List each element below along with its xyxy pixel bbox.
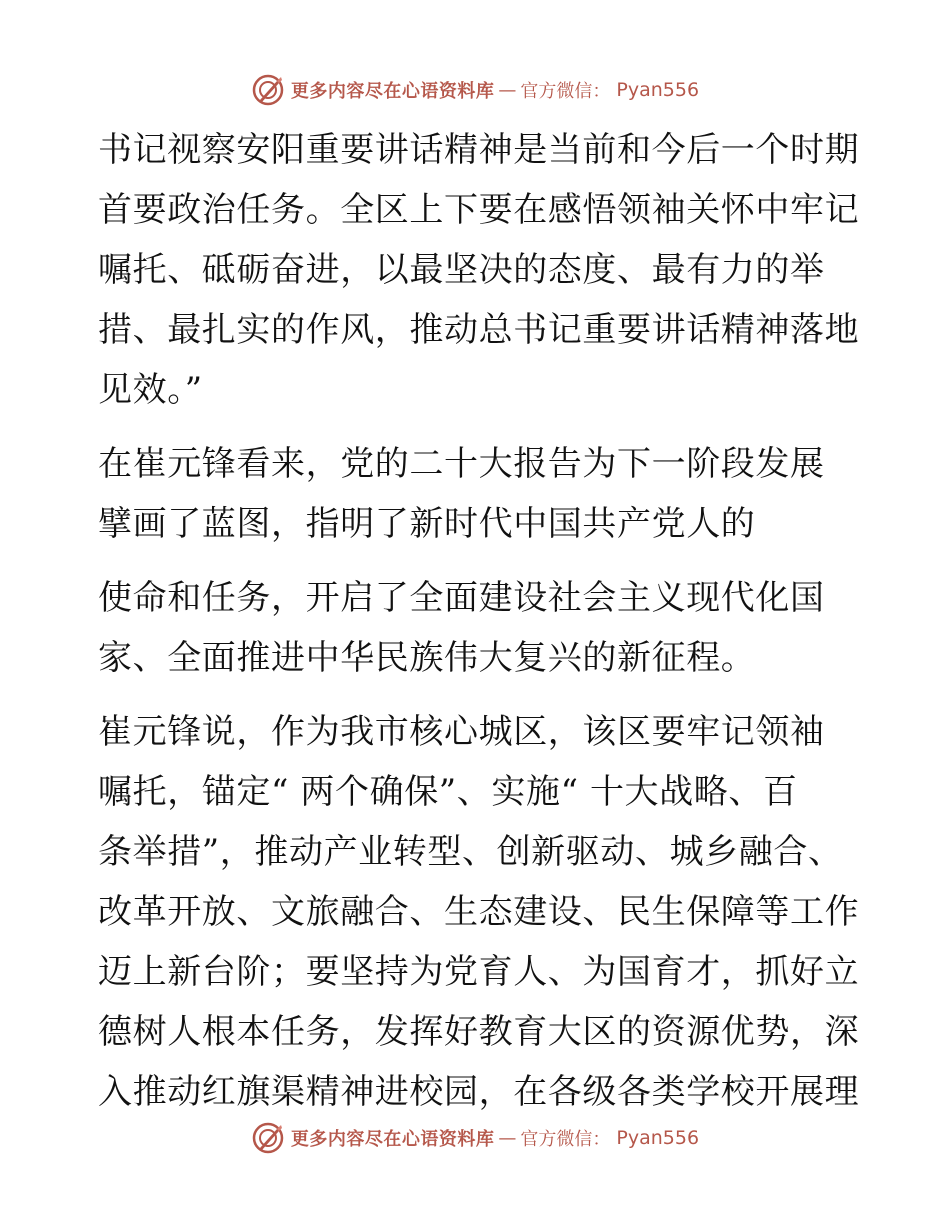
pen-logo-icon <box>251 1121 285 1155</box>
text-line: 书记视察安阳重要讲话精神是当前和今后一个时期 <box>98 130 860 170</box>
article-body <box>98 120 858 1122</box>
watermark-separator: — <box>498 1127 517 1149</box>
watermark-wechat-id: Pyan556 <box>616 79 700 101</box>
text-line: 措、最扎实的作风，推动总书记重要讲话精神落地 <box>98 310 860 350</box>
text-line: 擘画了蓝图，指明了新时代中国共产党人的 <box>98 504 756 544</box>
text-line: 使命和任务，开启了全面建设社会主义现代化国 <box>98 578 825 618</box>
watermark-text: 更多内容尽在心语资料库 <box>290 81 495 102</box>
text-line: 德树人根本任务，发挥好教育大区的资源优势，深 <box>98 1012 860 1052</box>
text-line: 嘱托、砥砺奋进，以最坚决的态度、最有力的举 <box>98 250 825 290</box>
paragraph <box>98 120 858 420</box>
paragraph-gap <box>98 554 858 568</box>
text-line: 在崔元锋看来，党的二十大报告为下一阶段发展 <box>98 444 825 484</box>
text-line: 入推动红旗渠精神进校园，在各级各类学校开展理 <box>98 1072 860 1112</box>
paragraph <box>98 568 858 688</box>
text-line: 条举措”，推动产业转型、创新驱动、城乡融合、 <box>98 832 843 872</box>
paragraph <box>98 434 858 554</box>
watermark-wechat-id: Pyan556 <box>616 1127 700 1149</box>
paragraph-gap <box>98 688 858 702</box>
paragraph <box>98 702 858 1122</box>
watermark-separator: — <box>498 79 517 101</box>
text-line: 迈上新台阶；要坚持为党育人、为国育才，抓好立 <box>98 952 860 992</box>
watermark-header <box>0 70 950 110</box>
text-line: 改革开放、文旅融合、生态建设、民生保障等工作 <box>98 892 860 932</box>
watermark-text: 更多内容尽在心语资料库 <box>290 1129 495 1150</box>
text-line: 嘱托，锚定“ 两个确保”、实施“ 十大战略、百 <box>98 772 798 812</box>
text-line: 崔元锋说，作为我市核心城区，该区要牢记领袖 <box>98 712 825 752</box>
watermark-label: 官方微信： <box>520 81 611 102</box>
watermark-footer <box>0 1118 950 1158</box>
paragraph-gap <box>98 420 858 434</box>
watermark-label: 官方微信： <box>520 1129 611 1150</box>
text-line: 家、全面推进中华民族伟大复兴的新征程。 <box>98 638 756 678</box>
text-line: 见效。” <box>98 370 203 410</box>
text-line: 首要政治任务。全区上下要在感悟领袖关怀中牢记 <box>98 190 860 230</box>
pen-logo-icon <box>251 73 285 107</box>
